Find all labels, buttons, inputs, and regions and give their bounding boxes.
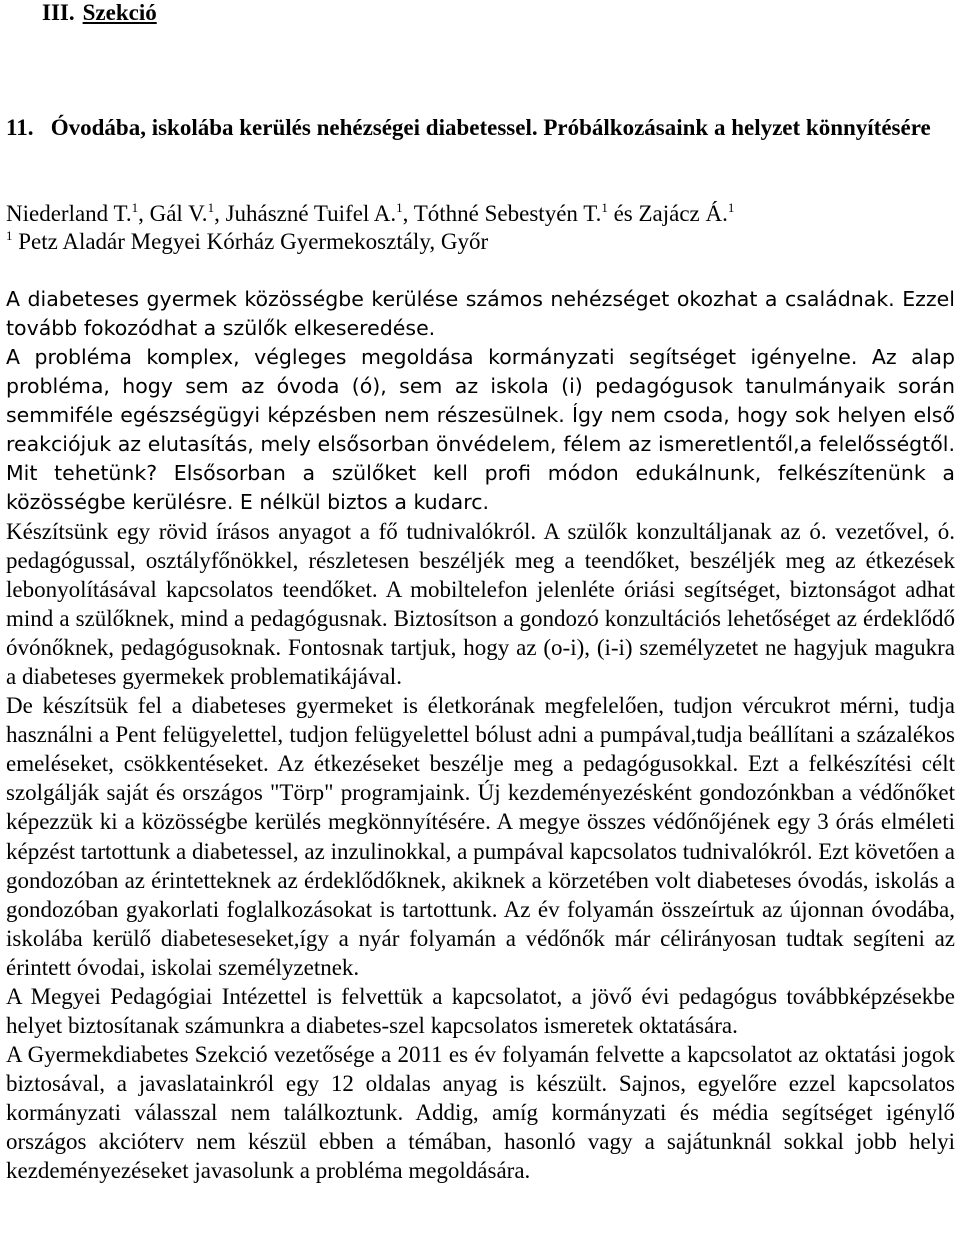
affiliation — [6, 228, 955, 256]
author-2-affiliation: 1 — [207, 200, 215, 215]
author-list — [6, 200, 955, 228]
paragraph-section-leadership: A Gyermekdiabetes Szekció vezetősége a 2011 es év folyamán felvette a kapcsolatot az oktatási jogok biztosával, a javaslatainkról egy 12 oldalas anyag is készült. Sajnos, egyelőre ezzel kapcsolatos kormányzati válasszal nem találkoztunk. Addig, amíg kormányzati és média segítséget igénylő országos akcióterv nem készül ebben a témában, hasonló vagy a sajátunknál sokkal jobb helyi kezdeményezéseket javasolunk a probléma megoldására. — [6, 1041, 955, 1184]
author-5-affiliation: 1 — [727, 200, 735, 215]
author-4: , Tóthné Sebestyén T. — [402, 201, 602, 226]
abstract-title: 11. Óvodába, iskolába kerülés nehézségei diabetessel. Próbálkozásaink a helyzet könnyítésére — [6, 115, 931, 140]
paragraph-pedagogical-institute: A Megyei Pedagógiai Intézettel is felvettük a kapcsolatot, a jövő évi pedagógus továbbképzésekbe helyet biztosítanak számunkra a diabetes-szel kapcsolatos ismeretek oktatására. — [6, 983, 955, 1038]
affiliation-text: Petz Aladár Megyei Kórház Gyermekosztály, Győr — [12, 229, 489, 254]
paragraph-child-preparation: De készítsük fel a diabeteses gyermeket is életkorának megfelelően, tudjon vércukrot mérni, tudja használni a Pent felügyelettel, tudjon felügyelettel bólust adni a pumpával,tudja beállítani a százalékos emeléseket, csökkentéseket. Az étkezéseket beszélje meg a pedagógusokkal. Ezt a felkészítési célt szolgálják saját és országos "Törp" programjaink. Új kezdeményezésként gondozónkban a védőnőket képezzük ki a közösségbe kerülés megkönnyítésére. A megye összes védőnőjének egy 3 órás elméleti képzést tartottunk a diabetessel, az inzulinokkal, a pumpával kapcsolatos tudnivalókról. Ezt követően a gondozóban az érintetteknek az érdeklődőknek, akiknek a körzetében volt diabeteses óvodás, iskolás a gondozóban gyakorlati foglalkozásokat is tartottunk. Az év folyamán összeírtuk az újonnan óvodába, iskolába kerülő diabeteseseket,így a nyár folyamán a védőnők már célirányosan tudtak segíteni az érintett óvodai, iskolai személyzetnek. — [6, 693, 955, 980]
section-heading — [42, 0, 157, 26]
author-3-affiliation: 1 — [396, 200, 403, 215]
paragraph-recommendations: Készítsünk egy rövid írásos anyagot a fő tudnivalókról. A szülők konzultáljanak az ó. vezetővel, ó. pedagógussal, osztályfőnökkel, részletesen beszéljék meg a teendőket, beszéljék meg az étkezések lebonyolításával kapcsolatos teendőket. A mobiltelefon jelenléte óriási segítséget, biztonságot adhat mind a szülőknek, mind a pedagógusnak. Biztosítson a gondozó konzultációs lehetőséget az érdeklődő óvónőknek, pedagógusoknak. Fontosnak tartjuk, hogy az (o-i), (i-i) személyzetet ne hagyjuk magukra a diabeteses gyermekek problematikájával. — [6, 519, 955, 690]
affiliation-marker: 1 — [6, 228, 13, 243]
author-3: , Juhászné Tuifel A. — [214, 201, 397, 226]
author-4-affiliation: 1 — [601, 200, 608, 215]
abstract-body — [6, 285, 955, 1185]
author-5: és Zajácz Á. — [607, 201, 728, 226]
paragraph-problem: A probléma komplex, végleges megoldása kormányzati segítséget igényelne. Az alap probléma, hogy sem az óvoda (ó), sem az iskola (i) pedagógusok tanulmányaik során semmiféle egészségügyi képzésben nem részesülnek. Így nem csoda, hogy sok helyen első reakciójuk az elutasítás, mely elsősorban önvédelem, félem az ismeretlentől,a felelősségtől. Mit tehetünk? Elsősorban a szülőket kell profi módon edukálnunk, felkészítenünk a közösségbe kerülésre. E nélkül biztos a kudarc. — [6, 345, 955, 514]
section-number: III. — [42, 0, 75, 25]
author-1: Niederland T. — [6, 201, 132, 226]
paragraph-intro: A diabeteses gyermek közösségbe kerülése számos nehézséget okozhat a családnak. Ezzel tovább fokozódhat a szülők elkeseredése. — [6, 287, 955, 340]
author-2: , Gál V. — [138, 201, 208, 226]
author-1-affiliation: 1 — [131, 200, 139, 215]
section-link[interactable]: Szekció — [82, 0, 157, 25]
